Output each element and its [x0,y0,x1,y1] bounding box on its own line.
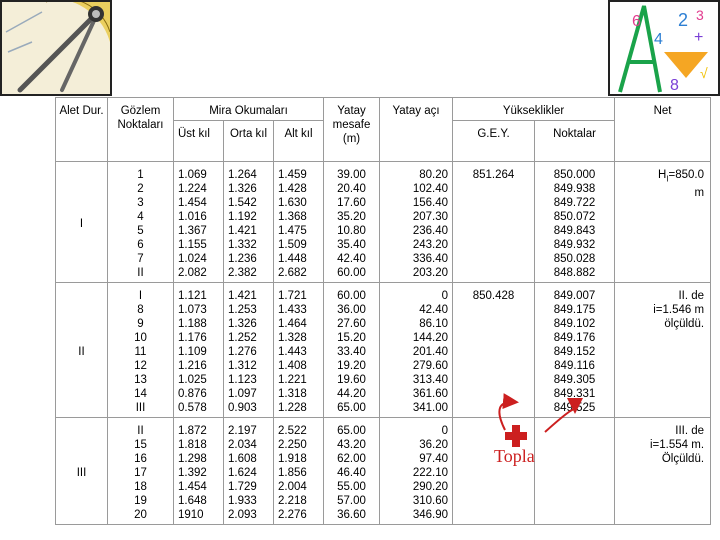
orta-value: 1.933 [228,495,257,507]
topla-label: Topla [494,446,535,466]
aci-value: 336.40 [412,253,449,265]
table-row [56,283,711,418]
ust-cell [174,162,224,283]
mesafe-value: 10.80 [337,225,366,237]
compass-protractor-icon [0,0,112,96]
ust-value: 1.872 [178,425,207,437]
noktalar-value: 849.116 [554,360,595,372]
alt-value: 1.464 [278,318,307,330]
orta-value: 1.326 [228,183,257,195]
header-yatay-mesafe: Yatay mesafe (m) [324,98,380,162]
mesafe-value: 17.60 [337,197,366,209]
noktalar-value: 849.932 [553,239,596,251]
mesafe-value: 65.00 [337,402,366,414]
noktalar-value: 850.000 [553,169,596,181]
points-value: 19 [134,495,147,507]
aci-value: 102.40 [412,183,449,195]
ust-value: 1.392 [178,467,207,479]
orta-value: 1.123 [228,374,257,386]
aci-value: 313.40 [412,374,449,386]
ust-value: 1.016 [178,211,207,223]
alt-value: 2.218 [278,495,307,507]
net-line: m [694,187,705,200]
gey-cell [453,283,535,418]
mesafe-value: 44.20 [337,388,366,400]
orta-value: 1.276 [228,346,257,358]
orta-value: 1.312 [228,360,257,372]
plus-icon [505,425,527,447]
ust-value: 1.024 [178,253,207,265]
orta-value: 1.097 [228,388,257,400]
noktalar-cell [535,162,615,283]
station-cell: III [56,418,108,525]
points-value: 6 [137,239,144,251]
mesafe-value: 46.40 [337,467,366,479]
orta-value: 1.729 [228,481,257,493]
points-value: 2 [137,183,144,195]
mesafe-value: 33.40 [337,346,366,358]
alt-cell [274,162,324,283]
noktalar-value: 849.843 [553,225,596,237]
noktalar-value: 849.176 [553,332,596,344]
mesafe-value: 19.60 [337,374,366,386]
net-line: III. de [675,425,705,437]
aci-cell [380,162,453,283]
ust-value: 0.876 [178,388,207,400]
points-value: I [138,290,143,302]
alt-value: 1.459 [278,169,307,181]
header-yatay-aci: Yatay açı [380,98,453,162]
ust-value: 1.188 [178,318,207,330]
orta-value: 2.093 [228,509,257,521]
noktalar-value: 848.882 [553,267,596,279]
aci-value: 201.40 [412,346,449,358]
alt-value: 1.408 [278,360,307,372]
noktalar-cell [535,283,615,418]
noktalar-value: 849.007 [553,290,596,302]
aci-value: 279.60 [412,360,449,372]
alt-value: 1.448 [278,253,307,265]
aci-value: 0 [441,425,449,437]
header-mira: Mira Okumaları [174,98,324,121]
noktalar-cell [535,418,615,525]
points-cell [108,418,174,525]
noktalar-value: 849.938 [553,183,596,195]
math-symbols-icon [608,0,720,96]
net-line: i=1.546 m [653,304,705,316]
net-h-value: =850.0 [668,169,705,181]
mesafe-value: 19.20 [337,360,366,372]
points-cell [108,162,174,283]
ust-value: 1.121 [178,290,207,302]
mesafe-value: 20.40 [337,183,366,195]
ust-value: 1.224 [178,183,207,195]
net-line: i=1.554 m. [650,439,705,451]
points-value: 4 [137,211,144,223]
aci-value: 346.90 [412,509,449,521]
svg-text:6: 6 [632,13,641,30]
header-alet: Alet Dur. [56,98,108,162]
points-value: III [135,402,146,414]
alt-value: 1.318 [278,388,307,400]
ust-value: 1.155 [178,239,207,251]
svg-text:√: √ [700,65,708,81]
alt-value: 2.250 [278,439,307,451]
station-cell: II [56,283,108,418]
points-value: II [137,267,144,279]
mesafe-value: 43.20 [337,439,366,451]
mesafe-cell [324,162,380,283]
net-h-label: H [657,169,667,181]
alt-value: 1.443 [278,346,307,358]
points-value: 8 [137,304,144,316]
net-h-line [615,168,704,186]
header-noktalar: Noktalar [535,121,615,162]
orta-value: 1.192 [228,211,257,223]
ust-value: 1.298 [178,453,207,465]
orta-cell [224,162,274,283]
alt-value: 2.522 [278,425,307,437]
svg-text:+: + [694,29,704,46]
alt-value: 1.221 [278,374,307,386]
points-value: 5 [137,225,144,237]
ust-value: 1.069 [178,169,207,181]
alt-value: 2.004 [278,481,307,493]
points-value: 20 [134,509,147,521]
mesafe-value: 57.00 [337,495,366,507]
mesafe-value: 39.00 [337,169,366,181]
gey-value: 850.428 [472,290,515,302]
noktalar-value: 849.175 [553,304,596,316]
aci-value: 361.60 [412,388,449,400]
ust-cell [174,283,224,418]
alt-value: 1.918 [278,453,307,465]
points-value: 17 [134,467,147,479]
noktalar-value: 849.305 [553,374,596,386]
mesafe-value: 15.20 [337,332,366,344]
orta-value: 1.326 [228,318,257,330]
orta-value: 1.253 [228,304,257,316]
ust-value: 1.454 [178,481,207,493]
aci-cell [380,418,453,525]
orta-value: 1.542 [228,197,257,209]
ust-value: 1.025 [178,374,207,386]
aci-value: 222.10 [412,467,449,479]
mesafe-value: 55.00 [337,481,366,493]
aci-value: 290.20 [412,481,449,493]
points-value: 15 [134,439,147,451]
noktalar-value: 849.722 [553,197,596,209]
aci-value: 36.20 [419,439,449,451]
svg-text:2: 2 [678,10,689,30]
net-note-cell [615,162,711,283]
header-alt: Alt kıl [274,121,324,162]
survey-table [55,97,711,525]
alt-value: 1.328 [278,332,307,344]
orta-value: 2.034 [228,439,257,451]
points-value: 9 [137,318,144,330]
aci-value: 42.40 [419,304,449,316]
orta-value: 1.421 [228,225,257,237]
aci-value: 236.40 [412,225,449,237]
alt-value: 1.228 [278,402,307,414]
orta-value: 1.236 [228,253,257,265]
mesafe-value: 65.00 [337,425,366,437]
alt-value: 1.630 [278,197,307,209]
orta-value: 1.252 [228,332,257,344]
orta-value: 2.382 [228,267,257,279]
header-orta: Orta kıl [224,121,274,162]
noktalar-value: 849.331 [553,388,596,400]
alt-cell [274,418,324,525]
ust-value: 1.818 [178,439,207,451]
mesafe-value: 35.40 [337,239,366,251]
net-line: Ölçüldü. [661,453,705,465]
header-ust: Üst kıl [174,121,224,162]
ust-value: 1.073 [178,304,207,316]
aci-cell [380,283,453,418]
orta-value: 0.903 [228,402,257,414]
gey-value: 851.264 [472,169,515,181]
ust-value: 1.216 [178,360,207,372]
table-row [56,418,711,525]
alt-value: 1.509 [278,239,307,251]
noktalar-value: 849.525 [553,402,596,414]
aci-value: 0 [441,290,449,302]
points-value: 16 [134,453,147,465]
alt-cell [274,283,324,418]
ust-cell [174,418,224,525]
noktalar-value: 849.152 [553,346,596,358]
mesafe-value: 27.60 [337,318,366,330]
header-gozlem: Gözlem Noktaları [108,98,174,162]
orta-value: 1.608 [228,453,257,465]
points-value: 1 [137,169,144,181]
mesafe-value: 60.00 [337,267,366,279]
ust-value: 1910 [178,509,204,521]
points-value: 13 [134,374,147,386]
net-note-cell [615,283,711,418]
aci-value: 156.40 [412,197,449,209]
survey-body [56,162,711,525]
ust-value: 1.109 [178,346,207,358]
svg-text:3: 3 [696,7,704,23]
noktalar-value: 850.028 [553,253,596,265]
alt-value: 1.475 [278,225,307,237]
mesafe-cell [324,283,380,418]
gey-cell [453,162,535,283]
header-yukseklikler: Yükseklikler [453,98,615,121]
noktalar-value: 849.102 [553,318,596,330]
mesafe-cell [324,418,380,525]
mesafe-value: 36.00 [337,304,366,316]
points-value: 10 [134,332,147,344]
orta-value: 1.332 [228,239,257,251]
points-value: II [137,425,144,437]
orta-cell [224,418,274,525]
header-net: Net [615,98,711,162]
orta-cell [224,283,274,418]
points-value: 18 [134,481,147,493]
ust-value: 2.082 [178,267,207,279]
alt-value: 1.428 [278,183,307,195]
aci-value: 341.00 [412,402,449,414]
orta-value: 1.624 [228,467,257,479]
mesafe-value: 35.20 [337,211,366,223]
aci-value: 80.20 [419,169,449,181]
points-value: 12 [134,360,147,372]
aci-value: 144.20 [412,332,449,344]
ust-value: 0.578 [178,402,207,414]
ust-value: 1.367 [178,225,207,237]
net-line: ölçüldü. [664,318,705,330]
net-note-cell [615,418,711,525]
alt-value: 1.433 [278,304,307,316]
station-cell: I [56,162,108,283]
points-value: 3 [137,197,144,209]
ust-value: 1.648 [178,495,207,507]
aci-value: 97.40 [419,453,449,465]
orta-value: 1.421 [228,290,257,302]
table-row [56,162,711,283]
points-cell [108,283,174,418]
alt-value: 1.721 [278,290,307,302]
svg-text:8: 8 [670,77,679,94]
aci-value: 203.20 [412,267,449,279]
noktalar-value: 850.072 [553,211,596,223]
ust-value: 1.454 [178,197,207,209]
mesafe-value: 60.00 [337,290,366,302]
aci-value: 243.20 [412,239,449,251]
mesafe-value: 62.00 [337,453,366,465]
aci-value: 207.30 [412,211,449,223]
alt-value: 1.856 [278,467,307,479]
aci-value: 310.60 [412,495,449,507]
mesafe-value: 42.40 [337,253,366,265]
points-value: 14 [134,388,147,400]
svg-text:4: 4 [654,31,663,48]
alt-value: 2.682 [278,267,307,279]
ust-value: 1.176 [178,332,207,344]
points-value: 11 [134,346,147,358]
points-value: 7 [137,253,144,265]
net-line: II. de [678,290,705,302]
alt-value: 2.276 [278,509,307,521]
orta-value: 2.197 [228,425,257,437]
alt-value: 1.368 [278,211,307,223]
aci-value: 86.10 [419,318,449,330]
header-gey: G.E.Y. [453,121,535,162]
net-h-sub: I [666,174,669,184]
mesafe-value: 36.60 [337,509,366,521]
orta-value: 1.264 [228,169,257,181]
